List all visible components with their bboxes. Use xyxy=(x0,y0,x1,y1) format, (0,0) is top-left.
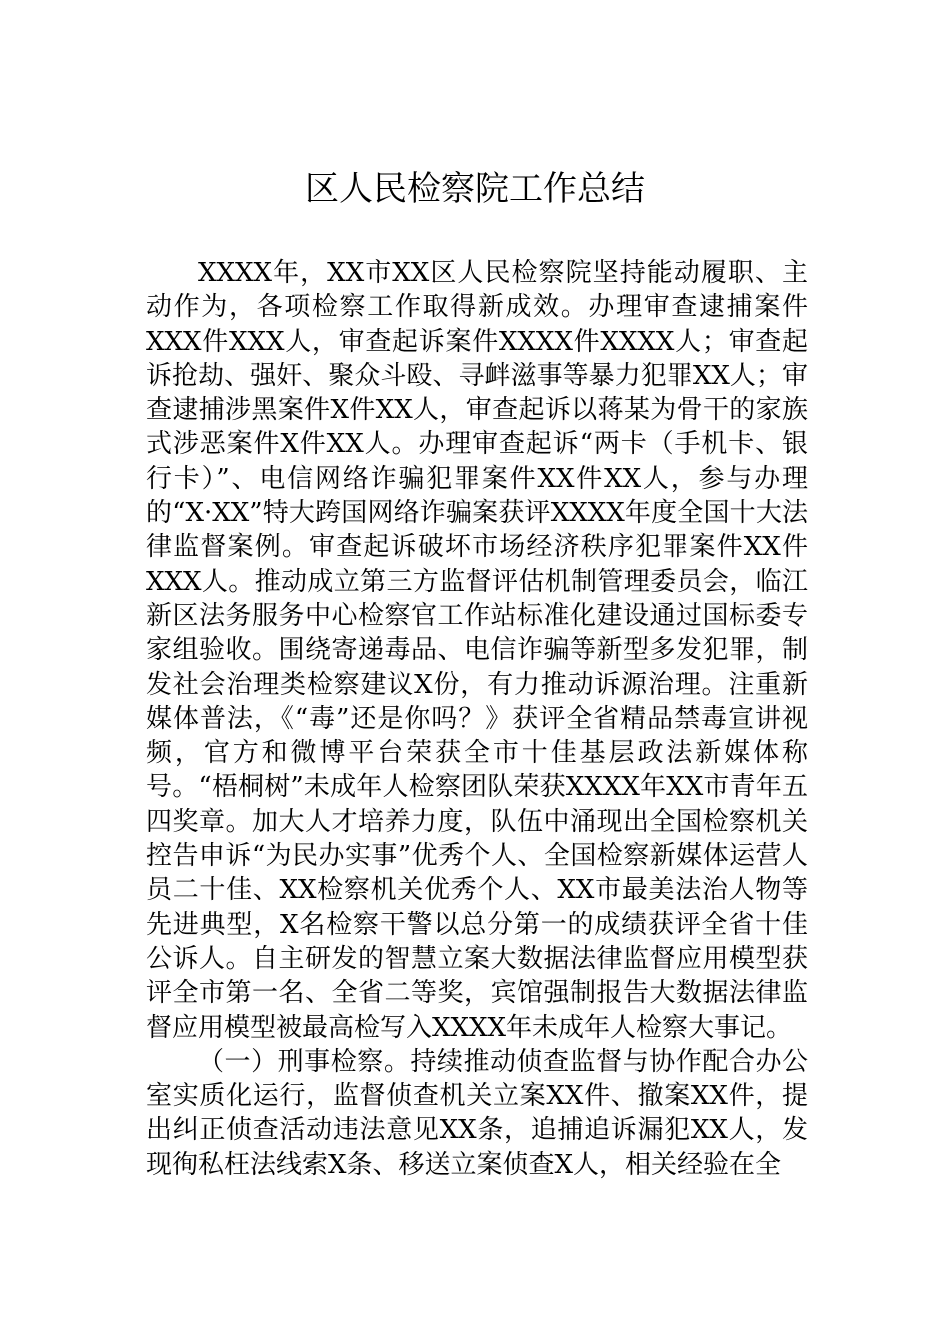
document-body xyxy=(146,256,808,1182)
document-title: 区人民检察院工作总结 xyxy=(305,169,645,209)
paragraph-summary: XXXX年，XX市XX区人民检察院坚持能动履职、主动作为，各项检察工作取得新成效。办理审查逮捕案件XXX件XXX人，审查起诉案件XXXX件XXXX人；审查起诉抢劫、强奸、聚众斗殴、寻衅滋事等暴力犯罪XX人；审查逮捕涉黑案件X件XX人，审查起诉以蒋某为骨干的家族式涉恶案件X件XX人。办理审查起诉“两卡（手机卡、银行卡）”、电信网络诈骗犯罪案件XX件XX人，参与办理的“X·XX”特大跨国网络诈骗案获评XXXX年度全国十大法律监督案例。审查起诉破坏市场经济秩序犯罪案件XX件XXX人。推动成立第三方监督评估机制管理委员会，临江新区法务服务中心检察官工作站标准化建设通过国标委专家组验收。围绕寄递毒品、电信诈骗等新型多发犯罪，制发社会治理类检察建议X份，有力推动诉源治理。注重新媒体普法，《“毒”还是你吗？》获评全省精品禁毒宣讲视频，官方和微博平台荣获全市十佳基层政法新媒体称号。“梧桐树”未成年人检察团队荣获XXXX年XX市青年五四奖章。加大人才培养力度，队伍中涌现出全国检察机关控告申诉“为民办实事”优秀个人、全国检察新媒体运营人员二十佳、XX检察机关优秀个人、XX市最美法治人物等先进典型，X名检察干警以总分第一的成绩获评全省十佳公诉人。自主研发的智慧立案大数据法律监督应用模型获评全市第一名、全省二等奖，宾馆强制报告大数据法律监督应用模型被最高检写入XXXX年未成年人检察大事记。 xyxy=(146,258,808,1043)
paragraph-criminal-procuratorate: （一）刑事检察。持续推动侦查监督与协作配合办公室实质化运行，监督侦查机关立案XX件、撤案XX件，提出纠正侦查活动违法意见XX条，追捕追诉漏犯XX人，发现徇私枉法线索X条、移送立案侦查X人，相关经验在全 xyxy=(146,1046,808,1180)
